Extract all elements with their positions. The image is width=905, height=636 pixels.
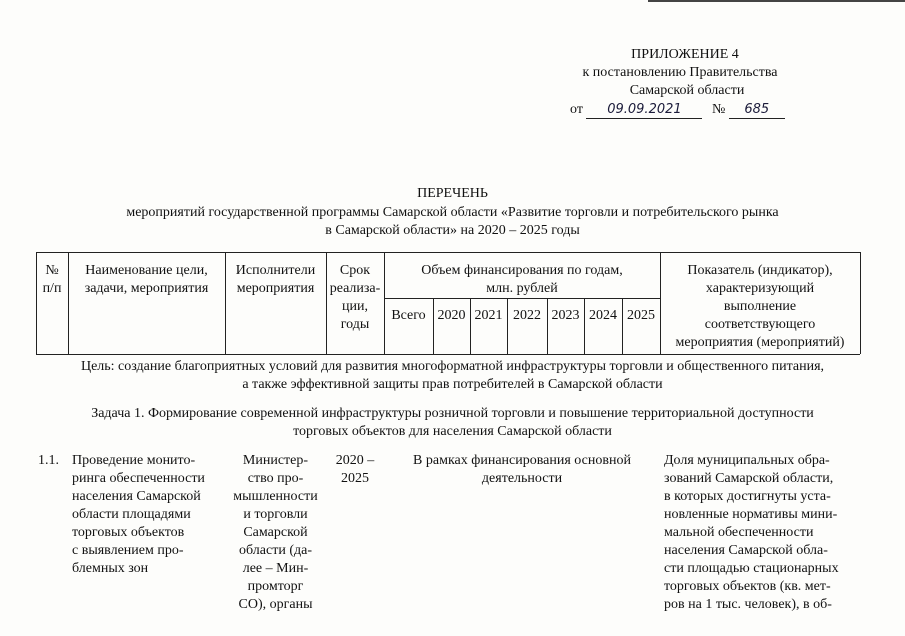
- header-col-name: Наименование цели, задачи, мероприятия: [84, 263, 209, 296]
- row-indicator-line: новленные нормативы мини-: [664, 507, 838, 522]
- row-indicator-line: в которых достигнуты уста-: [664, 489, 831, 504]
- row-name-line: населения Самарской: [72, 489, 201, 504]
- appendix-date-line: [560, 101, 800, 119]
- row-funding-line: деятельности: [481, 471, 563, 486]
- row-indicator-line: мальной обеспеченности: [664, 525, 814, 540]
- row-term-line: 2025: [341, 471, 369, 486]
- header-col-num: № п/п: [42, 263, 62, 296]
- row-number: 1.1.: [38, 453, 59, 468]
- row-executor-line: Министер-: [242, 453, 309, 468]
- header-col-indicator: Показатель (индикатор), характеризующий выполнение соответствующего мероприятия (мероприятий): [675, 263, 845, 350]
- row-funding: [384, 452, 660, 488]
- row-executor-line: и торговли: [243, 507, 308, 522]
- header-col-funding: Объем финансирования по годам, млн. рублей: [421, 263, 623, 296]
- row-indicator-line: населения Самарской обла-: [664, 543, 828, 558]
- header-year-2020: 2020: [437, 308, 466, 323]
- header-year-2025: 2025: [627, 308, 655, 323]
- task-line2: торговых объектов для населения Самарской области: [293, 424, 612, 439]
- row-term-line: 2020 –: [335, 453, 375, 468]
- header-year-2024: 2024: [589, 308, 617, 323]
- row-name: [72, 452, 221, 578]
- task-line1: Задача 1. Формирование современной инфраструктуры розничной торговли и повышение территориальной доступности: [91, 406, 814, 421]
- list-subtitle-line2: в Самарской области» на 2020 – 2025 годы: [325, 223, 580, 238]
- row-indicator-line: зований Самарской области,: [664, 471, 834, 486]
- row-executor-line: мышленности: [233, 489, 318, 504]
- header-year-2023: 2023: [551, 308, 580, 323]
- header-col-term: Срок реализа- ции, годы: [329, 263, 381, 332]
- row-name-line: области площадями: [72, 507, 191, 522]
- row-name-line: ринга обеспеченности: [72, 471, 205, 486]
- row-name-line: торговых объектов: [72, 525, 185, 540]
- row-funding-line: В рамках финансирования основной: [413, 453, 631, 468]
- row-name-line: Проведение монито-: [72, 453, 196, 468]
- appendix-block: [560, 46, 800, 119]
- row-executor-line: ство про-: [247, 471, 304, 486]
- appendix-line1: к постановлению Правительства: [582, 65, 778, 80]
- appendix-line2: Самарской области: [629, 83, 745, 98]
- number-value: 685: [729, 102, 785, 119]
- number-prefix: №: [711, 102, 726, 117]
- row-indicator-line: торговых объектов (кв. мет-: [664, 579, 831, 594]
- goal-line1: Цель: создание благоприятных условий для развития многоформатной инфраструктуры торговли и общественного питания,: [80, 359, 825, 374]
- row-executor-line: промторг: [247, 579, 304, 594]
- date-prefix: от: [570, 102, 583, 117]
- row-name-line: с выявлением про-: [72, 543, 184, 558]
- list-title: ПЕРЕЧЕНЬ: [417, 186, 488, 201]
- row-executor-line: СО), органы: [238, 597, 313, 612]
- header-col-executor: Исполнители мероприятия: [235, 263, 316, 296]
- header-year-2022: 2022: [513, 308, 541, 323]
- date-value: 09.09.2021: [586, 102, 702, 119]
- row-executor-line: Самарской: [243, 525, 308, 540]
- scan-edge-mark: [648, 0, 905, 2]
- appendix-title: ПРИЛОЖЕНИЕ 4: [631, 47, 739, 62]
- row-executor-line: области (да-: [239, 543, 312, 558]
- row-executor: [227, 452, 324, 614]
- row-term: [326, 452, 384, 488]
- row-executor-line: лее – Мин-: [242, 561, 309, 576]
- row-name-line: блемных зон: [72, 561, 149, 576]
- header-year-2021: 2021: [474, 308, 503, 323]
- row-indicator-line: сти площадью стационарных: [664, 561, 839, 576]
- header-year-total: Всего: [391, 308, 426, 323]
- goal-line2: а также эффективной защиты прав потребителей в Самарской области: [242, 377, 663, 392]
- row-indicator: [664, 452, 860, 614]
- row-indicator-line: ров на 1 тыс. человек), в об-: [664, 597, 832, 612]
- list-subtitle-line1: мероприятий государственной программы Самарской области «Развитие торговли и потребительского рынка: [126, 205, 779, 220]
- row-indicator-line: Доля муниципальных обра-: [664, 453, 830, 468]
